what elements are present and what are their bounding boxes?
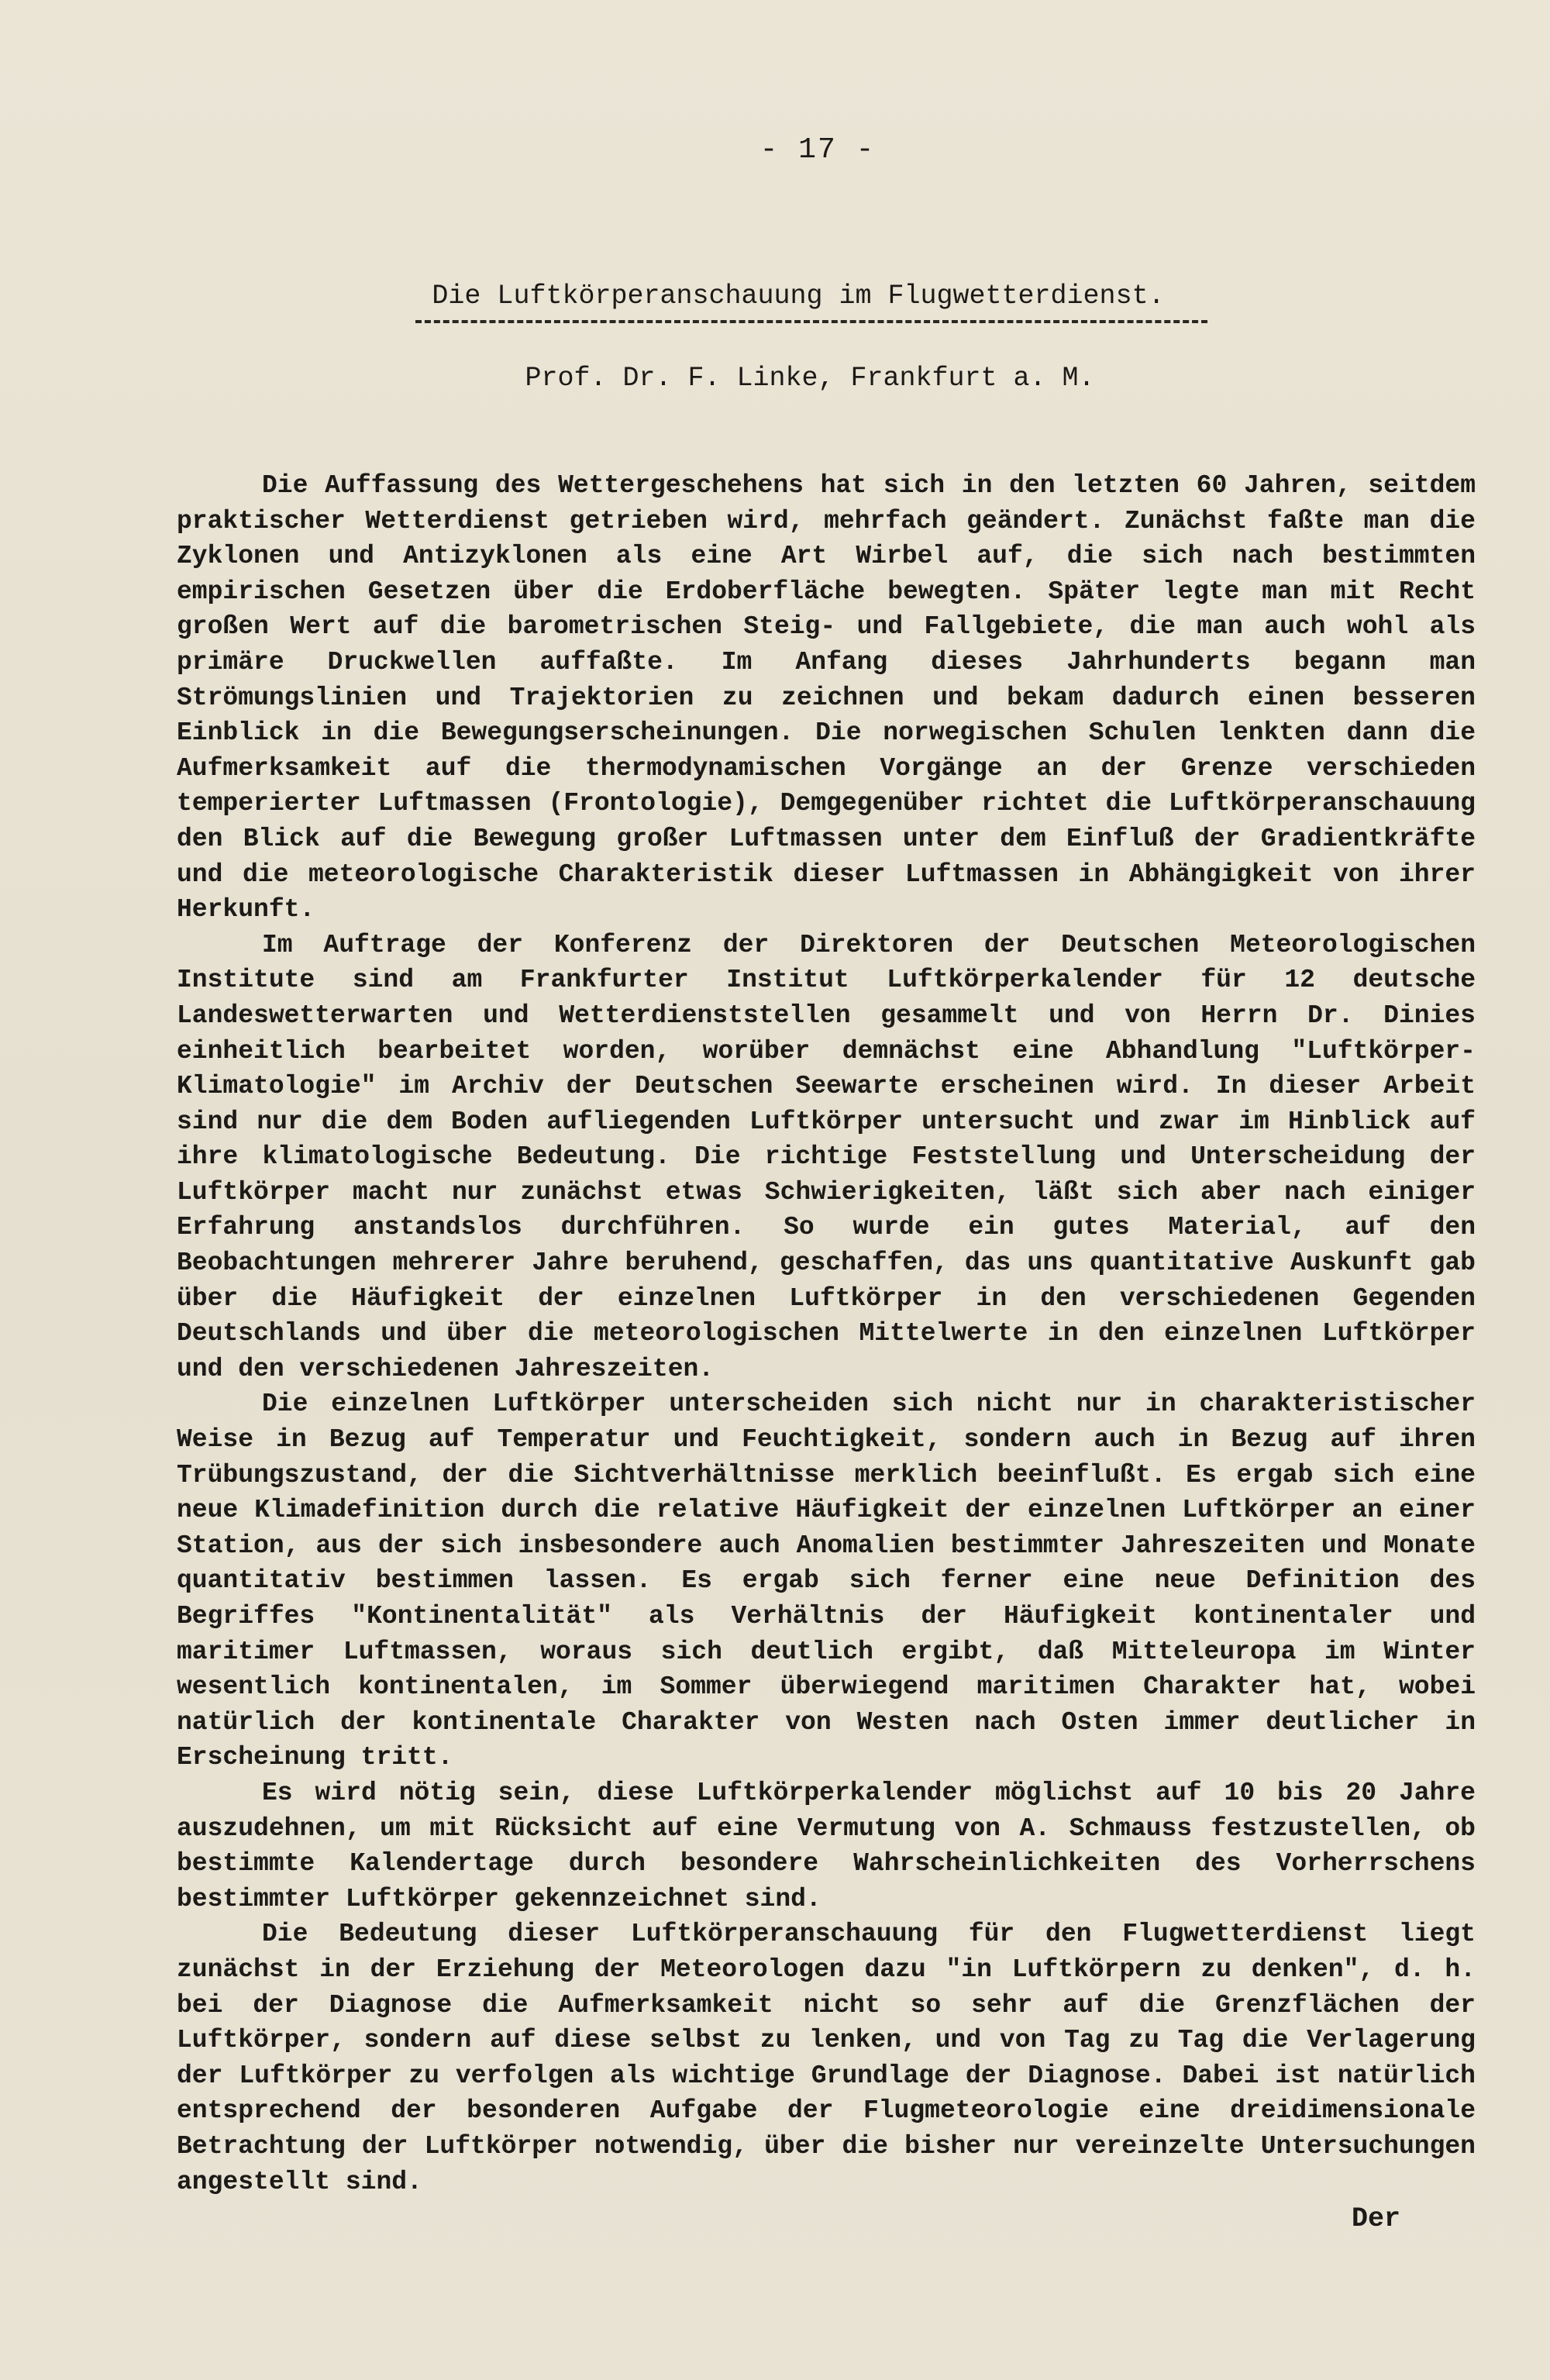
article-body	[177, 468, 1476, 2199]
page-number: - 17 -	[760, 133, 876, 167]
author-line: Prof. Dr. F. Linke, Frankfurt a. M.	[525, 363, 1095, 394]
catchword: Der	[1352, 2203, 1401, 2234]
paragraph-2: Im Auftrage der Konferenz der Direktoren der Deutschen Meteorologischen Institute sind am Frankfurter Institut Luftkörperkalender für 12 deutsche Landeswetterwarten und Wetterdienststellen gesammelt und von Herrn Dr. Dinies einheitlich bearbeitet worden, worüber demnächst eine Abhandlung "Luftkörper-Klimatologie" im Archiv der Deutschen Seewarte erscheinen wird. In dieser Arbeit sind nur die dem Boden aufliegenden Luftkörper untersucht und zwar im Hinblick auf ihre klimatologische Bedeutung. Die richtige Feststellung und Unterscheidung der Luftkörper macht nur zunächst etwas Schwierigkeiten, läßt sich aber nach einiger Erfahrung anstandslos durchführen. So wurde ein gutes Material, auf den Beobachtungen mehrerer Jahre beruhend, geschaffen, das uns quantitative Auskunft gab über die Häufigkeit der einzelnen Luftkörper in den verschiedenen Gegenden Deutschlands und über die meteorologischen Mittelwerte in den einzelnen Luftkörper und den verschiedenen Jahreszeiten.	[177, 930, 1476, 1383]
paragraph-5: Die Bedeutung dieser Luftkörperanschauung für den Flugwetterdienst liegt zunächst in der Erziehung der Meteorologen dazu "in Luftkörpern zu denken", d. h. bei der Diagnose die Aufmerksamkeit nicht so sehr auf die Grenzflächen der Luftkörper, sondern auf diese selbst zu lenken, und von Tag zu Tag die Verlagerung der Luftkörper zu verfolgen als wichtige Grundlage der Diagnose. Dabei ist natürlich entsprechend der besonderen Aufgabe der Flugmeteorologie eine dreidimensionale Betrachtung der Luftkörper notwendig, über die bisher nur vereinzelte Untersuchungen angestellt sind.	[177, 1920, 1476, 2196]
title-underline	[415, 320, 1207, 323]
paragraph-3: Die einzelnen Luftkörper unterscheiden sich nicht nur in charakteristischer Weise in Bezug auf Temperatur und Feuchtigkeit, sondern auch in Bezug auf ihren Trübungszustand, der die Sichtverhältnisse merklich beeinflußt. Es ergab sich eine neue Klimadefinition durch die relative Häufigkeit der einzelnen Luftkörper an einer Station, aus der sich insbesondere auch Anomalien bestimmter Jahreszeiten und Monate quantitativ bestimmen lassen. Es ergab sich ferner eine neue Definition des Begriffes "Kontinentalität" als Verhältnis der Häufigkeit kontinentaler und maritimer Luftmassen, woraus sich deutlich ergibt, daß Mitteleuropa im Winter wesentlich kontinentalen, im Sommer überwiegend maritimen Charakter hat, wobei natürlich der kontinentale Charakter von Westen nach Osten immer deutlicher in Erscheinung tritt.	[177, 1390, 1476, 1772]
paragraph-4: Es wird nötig sein, diese Luftkörperkalender möglichst auf 10 bis 20 Jahre auszudehnen, um mit Rücksicht auf eine Vermutung von A. Schmauss festzustellen, ob bestimmte Kalendertage durch besondere Wahrscheinlichkeiten des Vorherrschens bestimmter Luftkörper gekennzeichnet sind.	[177, 1778, 1476, 1913]
article-title: Die Luftkörperanschauung im Flugwetterdienst.	[432, 281, 1165, 312]
paragraph-1: Die Auffassung des Wettergeschehens hat sich in den letzten 60 Jahren, seitdem praktischer Wetterdienst getrieben wird, mehrfach geändert. Zunächst faßte man die Zyklonen und Antizyklonen als eine Art Wirbel auf, die sich nach bestimmten empirischen Gesetzen über die Erdoberfläche bewegten. Später legte man mit Recht großen Wert auf die barometrischen Steig- und Fallgebiete, die man auch wohl als primäre Druckwellen auffaßte. Im Anfang dieses Jahrhunderts begann man Strömungslinien und Trajektorien zu zeichnen und bekam dadurch einen besseren Einblick in die Bewegungserscheinungen. Die norwegischen Schulen lenkten dann die Aufmerksamkeit auf die thermodynamischen Vorgänge an der Grenze verschieden temperierter Luftmassen (Frontologie), Demgegenüber richtet die Luftkörperanschauung den Blick auf die Bewegung großer Luftmassen unter dem Einfluß der Gradientkräfte und die meteorologische Charakteristik dieser Luftmassen in Abhängigkeit von ihrer Herkunft.	[177, 471, 1476, 925]
